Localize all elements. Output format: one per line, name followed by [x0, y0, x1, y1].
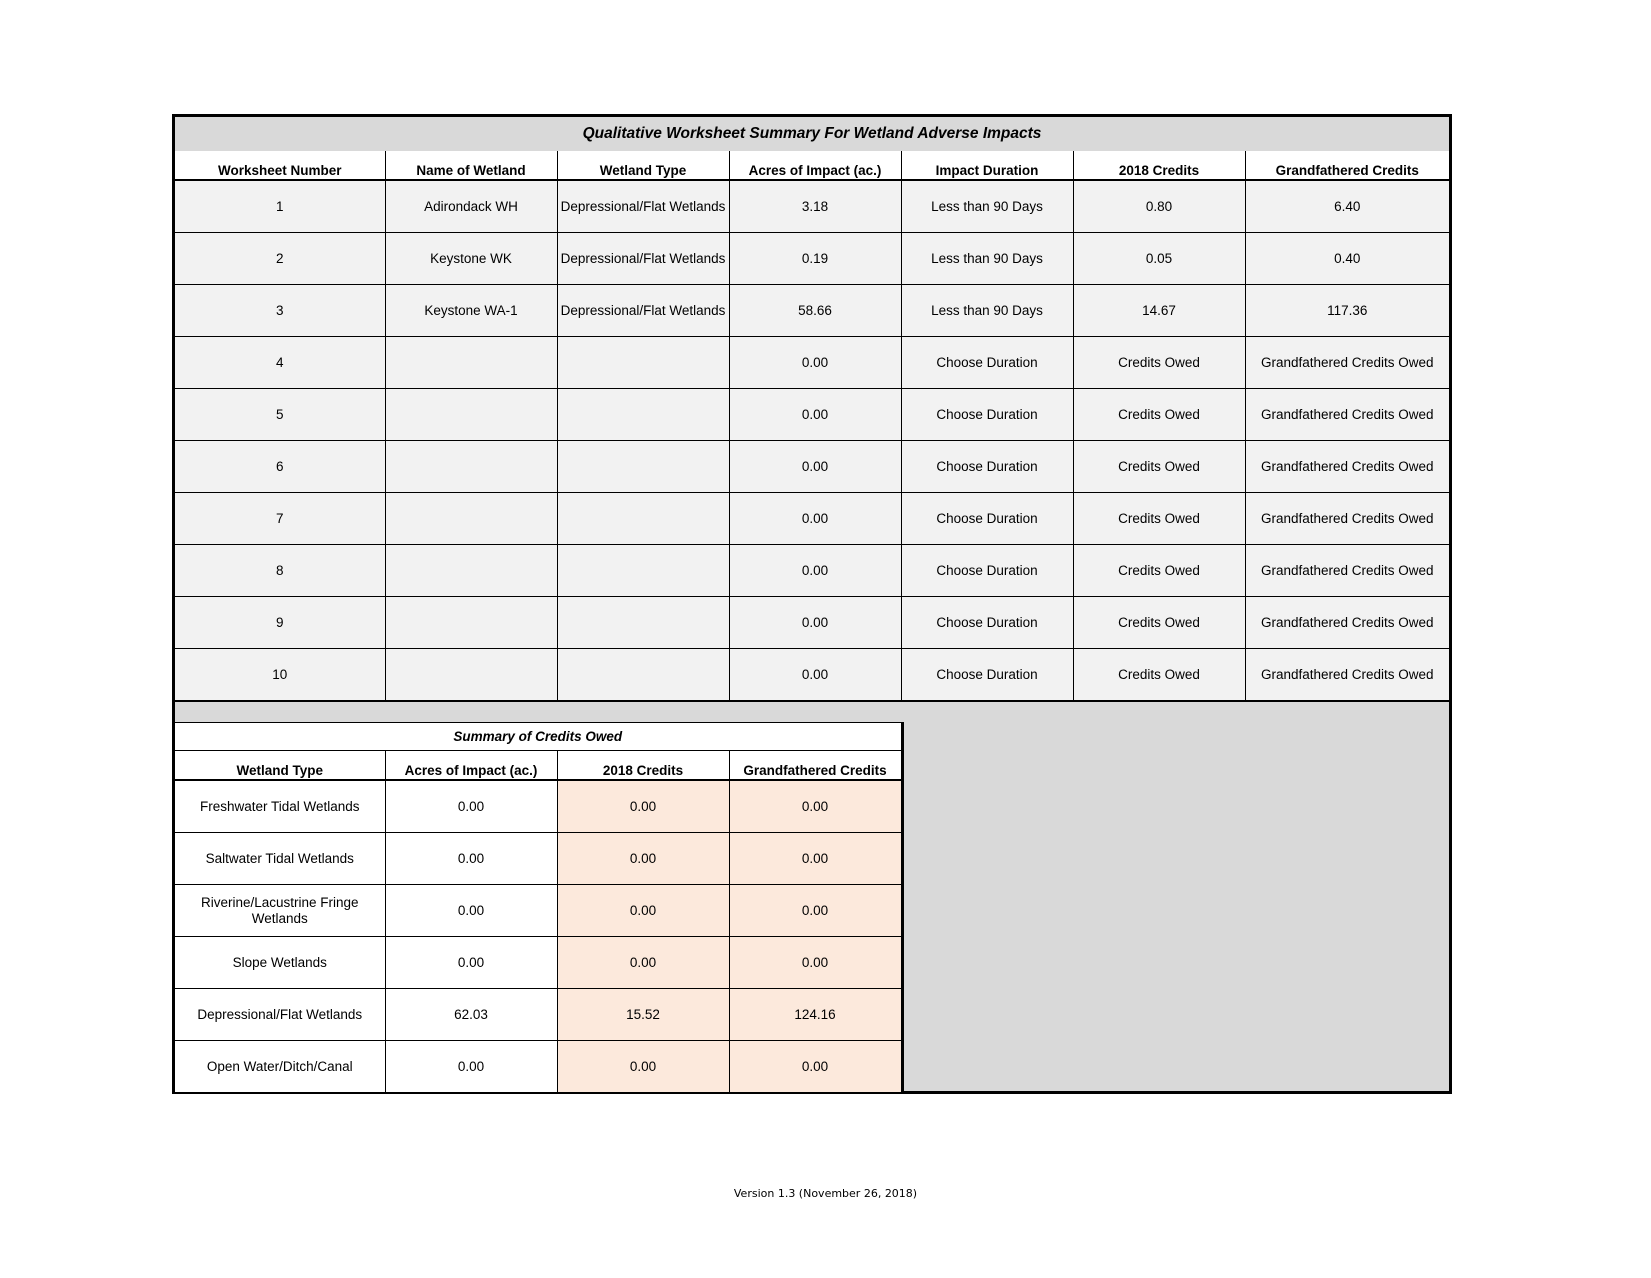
summary-title: Summary of Credits Owed	[175, 723, 902, 751]
table-row	[175, 649, 1449, 702]
acres-cell[interactable]: 0.00	[729, 441, 901, 493]
summary-grandfathered-cell: 124.16	[729, 989, 902, 1041]
worksheet-number-cell[interactable]: 3	[175, 285, 385, 337]
wetland-name-cell[interactable]	[385, 441, 557, 493]
worksheet-number-cell[interactable]: 9	[175, 597, 385, 649]
credits-cell[interactable]: Credits Owed	[1073, 545, 1245, 597]
worksheet-number-cell[interactable]: 5	[175, 389, 385, 441]
credits-cell[interactable]: Credits Owed	[1073, 389, 1245, 441]
acres-cell[interactable]: 0.00	[729, 545, 901, 597]
wetland-type-cell[interactable]	[557, 337, 729, 389]
wetland-name-cell[interactable]	[385, 337, 557, 389]
summary-row	[175, 833, 902, 885]
duration-cell[interactable]: Choose Duration	[901, 441, 1073, 493]
wetland-name-cell[interactable]	[385, 493, 557, 545]
summary-acres-cell: 0.00	[385, 833, 557, 885]
summary-credits-cell: 0.00	[557, 780, 729, 833]
acres-cell[interactable]: 0.00	[729, 649, 901, 702]
summary-grandfathered-cell: 0.00	[729, 937, 902, 989]
duration-cell[interactable]: Choose Duration	[901, 493, 1073, 545]
table-row	[175, 285, 1449, 337]
summary-header-grandfathered-credits: Grandfathered Credits	[729, 751, 902, 781]
acres-cell[interactable]: 0.00	[729, 597, 901, 649]
wetland-name-cell[interactable]	[385, 389, 557, 441]
summary-acres-cell: 0.00	[385, 937, 557, 989]
summary-table	[175, 722, 904, 1092]
credits-cell[interactable]: Credits Owed	[1073, 441, 1245, 493]
header-name-of-wetland: Name of Wetland	[385, 151, 557, 180]
credits-cell[interactable]: Credits Owed	[1073, 337, 1245, 389]
acres-cell[interactable]: 0.00	[729, 389, 901, 441]
summary-row	[175, 989, 902, 1041]
duration-cell[interactable]: Choose Duration	[901, 389, 1073, 441]
acres-cell[interactable]: 0.19	[729, 233, 901, 285]
wetland-type-cell[interactable]: Depressional/Flat Wetlands	[557, 180, 729, 233]
summary-header-2018-credits: 2018 Credits	[557, 751, 729, 781]
worksheet-number-cell[interactable]: 2	[175, 233, 385, 285]
acres-cell[interactable]: 58.66	[729, 285, 901, 337]
worksheet-number-cell[interactable]: 8	[175, 545, 385, 597]
duration-cell[interactable]: Less than 90 Days	[901, 285, 1073, 337]
worksheet-number-cell[interactable]: 7	[175, 493, 385, 545]
summary-acres-cell: 0.00	[385, 885, 557, 937]
table-row	[175, 180, 1449, 233]
grandfathered-credits-cell[interactable]: 6.40	[1245, 180, 1449, 233]
summary-header-wetland-type: Wetland Type	[175, 751, 385, 781]
summary-row	[175, 885, 902, 937]
credits-cell[interactable]: Credits Owed	[1073, 597, 1245, 649]
wetland-name-cell[interactable]	[385, 649, 557, 702]
summary-credits-cell: 0.00	[557, 937, 729, 989]
grandfathered-credits-cell[interactable]: Grandfathered Credits Owed	[1245, 493, 1449, 545]
worksheet-summary	[172, 114, 1452, 1094]
duration-cell[interactable]: Less than 90 Days	[901, 233, 1073, 285]
credits-cell[interactable]: Credits Owed	[1073, 649, 1245, 702]
worksheet-number-cell[interactable]: 6	[175, 441, 385, 493]
summary-header-row	[175, 751, 902, 781]
impacts-header-row	[175, 151, 1449, 180]
wetland-name-cell[interactable]: Keystone WK	[385, 233, 557, 285]
worksheet-number-cell[interactable]: 4	[175, 337, 385, 389]
duration-cell[interactable]: Choose Duration	[901, 597, 1073, 649]
summary-credits-cell: 0.00	[557, 885, 729, 937]
acres-cell[interactable]: 0.00	[729, 337, 901, 389]
grandfathered-credits-cell[interactable]: Grandfathered Credits Owed	[1245, 337, 1449, 389]
summary-header-acres: Acres of Impact (ac.)	[385, 751, 557, 781]
summary-wetland-type-cell: Slope Wetlands	[175, 937, 385, 989]
summary-wetland-type-cell: Depressional/Flat Wetlands	[175, 989, 385, 1041]
summary-wetland-type-cell: Riverine/Lacustrine Fringe Wetlands	[175, 885, 385, 937]
wetland-type-cell[interactable]	[557, 597, 729, 649]
wetland-name-cell[interactable]: Keystone WA-1	[385, 285, 557, 337]
summary-row	[175, 1041, 902, 1093]
table-row	[175, 233, 1449, 285]
table-row	[175, 389, 1449, 441]
summary-wetland-type-cell: Open Water/Ditch/Canal	[175, 1041, 385, 1093]
grandfathered-credits-cell[interactable]: 117.36	[1245, 285, 1449, 337]
wetland-name-cell[interactable]: Adirondack WH	[385, 180, 557, 233]
summary-wetland-type-cell: Saltwater Tidal Wetlands	[175, 833, 385, 885]
worksheet-number-cell[interactable]: 10	[175, 649, 385, 702]
acres-cell[interactable]: 3.18	[729, 180, 901, 233]
wetland-type-cell[interactable]	[557, 649, 729, 702]
summary-grandfathered-cell: 0.00	[729, 780, 902, 833]
summary-acres-cell: 0.00	[385, 1041, 557, 1093]
wetland-name-cell[interactable]	[385, 597, 557, 649]
grandfathered-credits-cell[interactable]: Grandfathered Credits Owed	[1245, 389, 1449, 441]
worksheet-number-cell[interactable]: 1	[175, 180, 385, 233]
header-2018-credits: 2018 Credits	[1073, 151, 1245, 180]
grandfathered-credits-cell[interactable]: Grandfathered Credits Owed	[1245, 597, 1449, 649]
header-acres-of-impact: Acres of Impact (ac.)	[729, 151, 901, 180]
grandfathered-credits-cell[interactable]: Grandfathered Credits Owed	[1245, 545, 1449, 597]
header-impact-duration: Impact Duration	[901, 151, 1073, 180]
duration-cell[interactable]: Choose Duration	[901, 337, 1073, 389]
wetland-type-cell[interactable]	[557, 493, 729, 545]
header-worksheet-number: Worksheet Number	[175, 151, 385, 180]
duration-cell[interactable]: Less than 90 Days	[901, 180, 1073, 233]
credits-cell[interactable]: 0.05	[1073, 233, 1245, 285]
summary-credits-cell: 0.00	[557, 833, 729, 885]
grandfathered-credits-cell[interactable]: Grandfathered Credits Owed	[1245, 649, 1449, 702]
worksheet-title: Qualitative Worksheet Summary For Wetland Adverse Impacts	[175, 117, 1449, 153]
header-grandfathered-credits: Grandfathered Credits	[1245, 151, 1449, 180]
duration-cell[interactable]: Choose Duration	[901, 649, 1073, 702]
table-row	[175, 493, 1449, 545]
grandfathered-credits-cell[interactable]: 0.40	[1245, 233, 1449, 285]
credits-cell[interactable]: Credits Owed	[1073, 493, 1245, 545]
header-wetland-type: Wetland Type	[557, 151, 729, 180]
table-row	[175, 441, 1449, 493]
wetland-type-cell[interactable]	[557, 545, 729, 597]
grandfathered-credits-cell[interactable]: Grandfathered Credits Owed	[1245, 441, 1449, 493]
table-row	[175, 597, 1449, 649]
version-footer: Version 1.3 (November 26, 2018)	[733, 1187, 918, 1200]
wetland-name-cell[interactable]	[385, 545, 557, 597]
acres-cell[interactable]: 0.00	[729, 493, 901, 545]
wetland-type-cell[interactable]: Depressional/Flat Wetlands	[557, 285, 729, 337]
summary-grandfathered-cell: 0.00	[729, 833, 902, 885]
duration-cell[interactable]: Choose Duration	[901, 545, 1073, 597]
summary-acres-cell: 0.00	[385, 780, 557, 833]
summary-row	[175, 937, 902, 989]
summary-credits-cell: 15.52	[557, 989, 729, 1041]
summary-credits-cell: 0.00	[557, 1041, 729, 1093]
summary-grandfathered-cell: 0.00	[729, 1041, 902, 1093]
credits-cell[interactable]: 0.80	[1073, 180, 1245, 233]
summary-grandfathered-cell: 0.00	[729, 885, 902, 937]
table-row	[175, 545, 1449, 597]
summary-wetland-type-cell: Freshwater Tidal Wetlands	[175, 780, 385, 833]
impacts-table	[175, 151, 1449, 702]
wetland-type-cell[interactable]	[557, 389, 729, 441]
credits-cell[interactable]: 14.67	[1073, 285, 1245, 337]
wetland-type-cell[interactable]	[557, 441, 729, 493]
summary-row	[175, 780, 902, 833]
wetland-type-cell[interactable]: Depressional/Flat Wetlands	[557, 233, 729, 285]
table-row	[175, 337, 1449, 389]
summary-acres-cell: 62.03	[385, 989, 557, 1041]
